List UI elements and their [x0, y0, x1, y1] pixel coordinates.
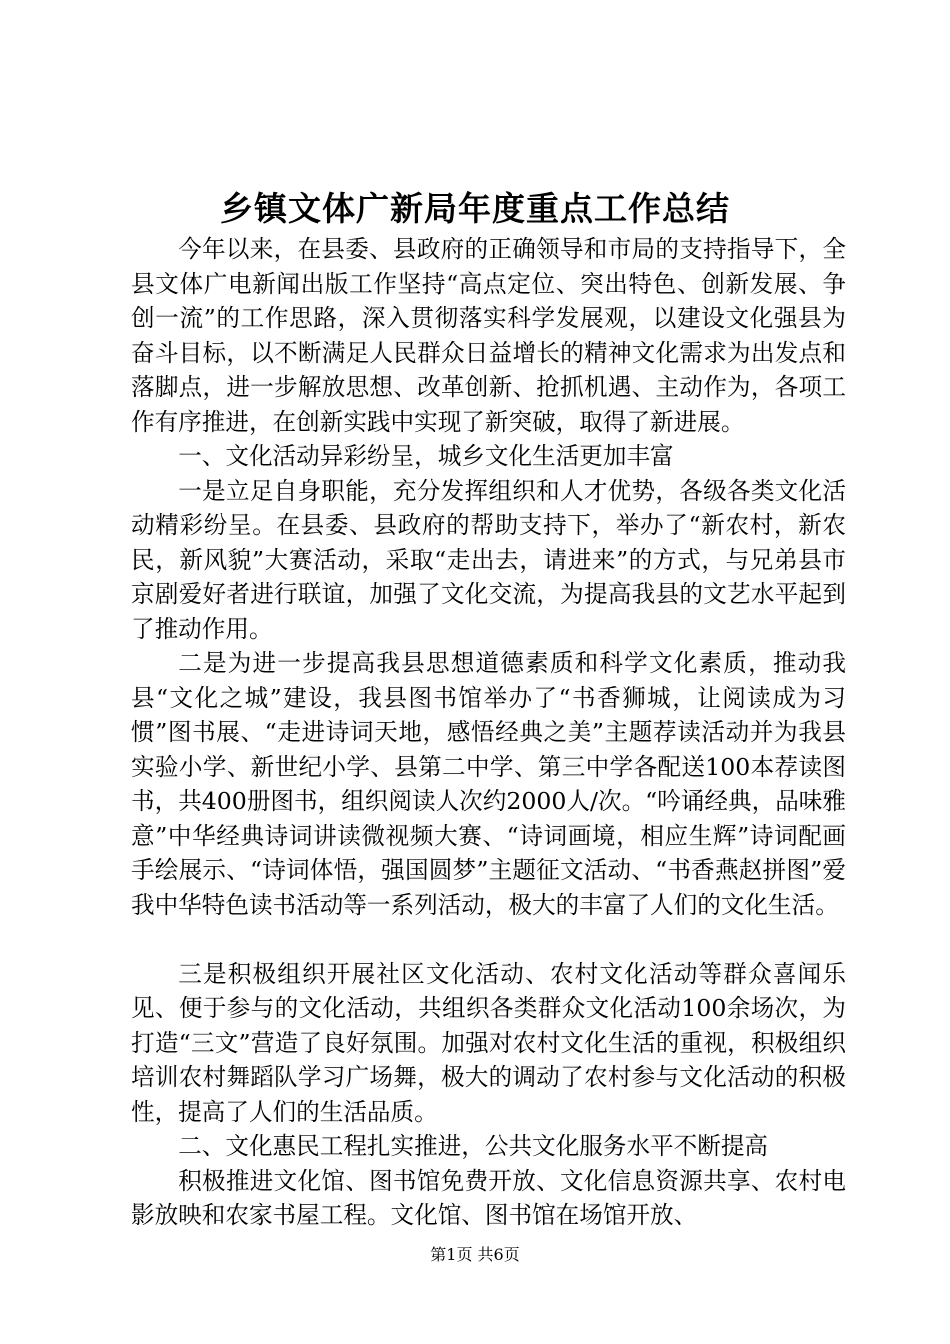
document-body: [131, 232, 846, 1233]
document-title: 乡镇文体广新局年度重点工作总结: [220, 189, 730, 228]
page-number-footer: 第1页 共6页: [430, 1245, 520, 1264]
section-heading-1: 一、文化活动异彩纷呈，城乡文化生活更加丰富: [178, 442, 674, 470]
body-paragraph: 一是立足自身职能，充分发挥组织和人才优势，各级各类文化活动精彩纷呈。在县委、县政府的帮助支持下，举办了“新农村，新农民，新风貌”大赛活动，采取“走出去，请进来”的方式，与兄弟县市京剧爱好者进行联谊，加强了文化交流，为提高我县的文艺水平起到了推动作用。: [131, 476, 846, 643]
body-paragraph: 三是积极组织开展社区文化活动、农村文化活动等群众喜闻乐见、便于参与的文化活动，共组织各类群众文化活动100余场次，为打造“三文”营造了良好氛围。加强对农村文化生活的重视，积极组织培训农村舞蹈队学习广场舞，极大的调动了农村参与文化活动的积极性，提高了人们的生活品质。: [131, 959, 846, 1126]
body-paragraph: 二是为进一步提高我县思想道德素质和科学文化素质，推动我县“文化之城”建设，我县图书馆举办了“书香狮城，让阅读成为习惯”图书展、“走进诗词天地，感悟经典之美”主题荐读活动并为我县实验小学、新世纪小学、县第二中学、第三中学各配送100本荐读图书，共400册图书，组织阅读人次约2000人/次。“吟诵经典，品味雅意”中华经典诗词讲读微视频大赛、“诗词画境，相应生辉”诗词配画手绘展示、“诗词体悟，强国圆梦”主题征文活动、“书香燕赵拼图”爱我中华特色读书活动等一系列活动，极大的丰富了人们的文化生活。: [131, 649, 846, 919]
section-heading-2: 二、文化惠民工程扎实推进，公共文化服务水平不断提高: [178, 1132, 769, 1160]
body-paragraph: 积极推进文化馆、图书馆免费开放、文化信息资源共享、农村电影放映和农家书屋工程。文化馆、图书馆在场馆开放、: [131, 1166, 846, 1229]
intro-paragraph: 今年以来，在县委、县政府的正确领导和市局的支持指导下，全县文体广电新闻出版工作坚持“高点定位、突出特色、创新发展、争创一流”的工作思路，深入贯彻落实科学发展观，以建设文化强县为奋斗目标，以不断满足人民群众日益增长的精神文化需求为出发点和落脚点，进一步解放思想、改革创新、抢抓机遇、主动作为，各项工作有序推进，在创新实践中实现了新突破，取得了新进展。: [131, 235, 846, 436]
